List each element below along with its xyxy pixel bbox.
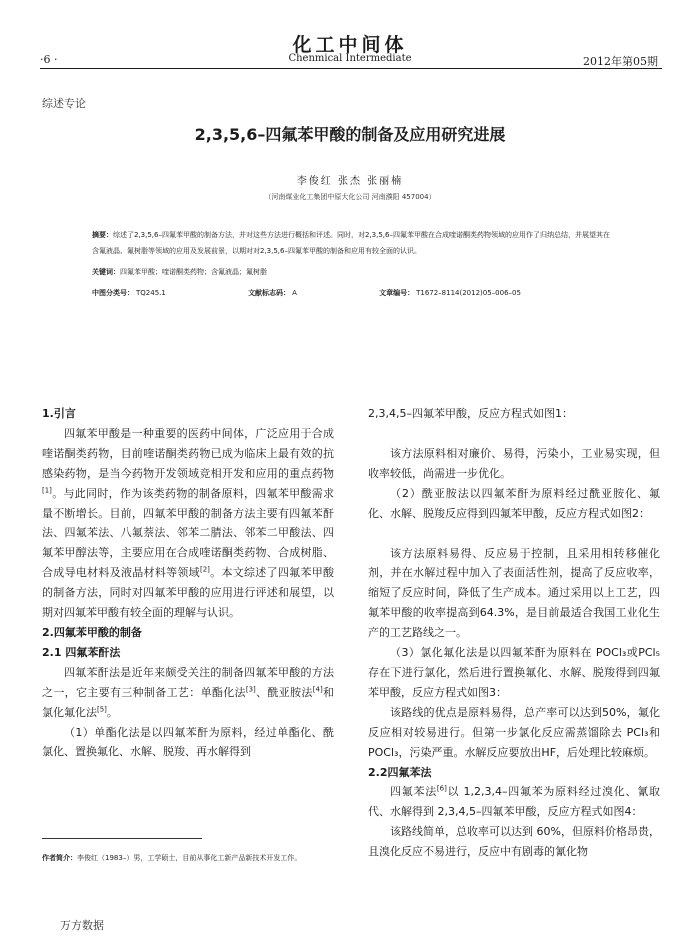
paragraph-continued: 2,3,4,5–四氟苯甲酸，反应方程式如图1： bbox=[368, 407, 573, 420]
abstract-text: 综述了2,3,5,6–四氟苯甲酸的制备方法，并对这些方法进行概括和评述。同时，对2,3,5,6–四氟苯甲酸在合成喹诺酮类药物领域的应用作了归纳总结，并展望其在含氟液晶、氟树脂等领域的应用及发展前景，以期对对2,3,5,6–四氟苯甲酸的制备和应用有较全面的认识。 bbox=[92, 231, 610, 255]
section-heading-preparation: 2.四氟苯甲酸的制备 bbox=[42, 625, 142, 639]
document-code bbox=[248, 289, 337, 297]
text-run: 。与此同时，作为该类药物的制备原料，四氟苯甲酸需求量不断增长。目前，四氟苯甲酸的制备方法主要有四氟苯酐法、四氟苯法、八氟萘法、邻苯二腈法、邻苯二甲酸法、四氟苯甲醇法等，主要应用在合成喹诺酮类药物、合成树脂、合成导电材料及液晶材料等领域 bbox=[42, 486, 334, 580]
citation: [4] bbox=[312, 685, 323, 694]
paragraph-chlorination: （3）氯化氟化法是以四氟苯酐为原料在 POCl₃或PCl₅存在下进行氯化，然后进行置换氟化、水解、脱羧得到四氟苯甲酸，反应方程式如图3： bbox=[368, 646, 660, 699]
journal-english-name: Chenmical Intermediate bbox=[288, 53, 412, 64]
issue-label: 2012年第05期 bbox=[583, 55, 658, 68]
text-run: 和氯化氟化法 bbox=[42, 685, 335, 719]
text-run: 、酰亚胺法 bbox=[255, 685, 313, 699]
authors: 李俊红 张杰 张丽楠 bbox=[296, 176, 404, 187]
citation: [2] bbox=[199, 565, 210, 574]
figure-gap bbox=[368, 424, 660, 444]
doc-label: 文献标志码： bbox=[248, 289, 291, 297]
footnote-rule bbox=[42, 838, 202, 839]
paragraph-method1-eval: 该方法原料相对廉价、易得，污染小，工业易实现，但收率较低，尚需进一步优化。 bbox=[368, 446, 660, 480]
left-column bbox=[42, 404, 334, 762]
paragraph-imide-eval: 该方法原料易得、反应易于控制，且采用相转移催化剂，并在水解过程中加入了表面活性剂，提高了反应收率，缩短了反应时间，降低了生产成本。通过采用以上工艺，四氟苯甲酸的收率提高到64.3%，是目前最适合我国工业化生产的工艺路线之一。 bbox=[368, 546, 660, 640]
keywords bbox=[92, 267, 612, 277]
citation: [3] bbox=[245, 685, 256, 694]
affiliation: （河南煤业化工集团中原大化公司 河南濮阳 457004） bbox=[264, 193, 436, 201]
paragraph-chlorination-eval: 该路线的优点是原料易得，总产率可以达到50%，氟化反应相对较易进行。但第一步氯化反应需蒸馏除去 PCl₃和 POCl₃，污染严重。水解反应要放出HF，后处理比较麻烦。 bbox=[368, 705, 660, 759]
watermark-text: 万方数据 bbox=[60, 919, 104, 932]
page-number: ·6 · bbox=[40, 53, 58, 66]
text-run: 。本文综述了四氟苯甲酸的制备方法，同时对四氟苯甲酸的应用进行评述和展望，以期对四氟苯甲酸有较全面的理解与认识。 bbox=[42, 566, 335, 620]
text-run: 四氟苯甲酸是一种重要的医药中间体，广泛应用于合成喹诺酮类药物，目前喹诺酮类药物已成为临床上最有效的抗感染药物，是当今药物开发领域竞相开发和应用的重点药物 bbox=[42, 426, 334, 480]
article-title: 2,3,5,6–四氟苯甲酸的制备及应用研究进展 bbox=[194, 125, 506, 144]
clc-value: TQ245.1 bbox=[136, 289, 166, 297]
art-label: 文章编号： bbox=[379, 289, 415, 297]
clc-number bbox=[92, 289, 206, 297]
paragraph-monoester: （1）单酯化法是以四氟苯酐为原料，经过单酯化、酰氯化、置换氟化、水解、脱羧、再水解得到 bbox=[42, 725, 334, 759]
text-run: 以 1,2,3,4–四氟苯为原料经过溴化、氰取代、水解得到 2,3,4,5–四氟苯甲酸，反应方程式如图4： bbox=[368, 785, 660, 819]
text-run: 四氟苯法 bbox=[390, 785, 437, 799]
footnote-text: 李俊红（1983–）男，工学硕士，目前从事化工新产品新技术开发工作。 bbox=[77, 854, 302, 862]
art-value: T1672–8114(2012)05–006–05 bbox=[416, 289, 521, 297]
citation: [1] bbox=[42, 485, 52, 494]
keywords-text: 四氟苯甲酸；喹诺酮类药物；含氟液晶；氟树脂 bbox=[120, 268, 267, 276]
paragraph-tetrafluorobenzene bbox=[368, 782, 660, 822]
keywords-label: 关键词： bbox=[92, 268, 120, 276]
figure-gap bbox=[368, 524, 660, 544]
clc-label: 中图分类号： bbox=[92, 289, 134, 297]
section-heading-intro: 1.引言 bbox=[42, 407, 76, 420]
citation: [5] bbox=[97, 704, 107, 713]
text-run: 四氟苯酐法是近年来颇受关注的制备四氟苯甲酸的方法之一，它主要有三种制备工艺：单酯化法 bbox=[42, 665, 334, 699]
paragraph-tetrafluorobenzene-eval: 该路线简单，总收率可以达到 60%，但原料价格昂贵，且溴化反应不易进行，反应中有剧毒的氰化物 bbox=[368, 825, 660, 859]
journal-name: 化工中间体 bbox=[292, 34, 408, 56]
article-meta bbox=[92, 288, 612, 298]
header-rule bbox=[40, 68, 662, 69]
citation: [6] bbox=[436, 784, 447, 793]
subsection-heading-tetrafluorobenzene: 2.2四氟苯法 bbox=[368, 765, 432, 779]
right-column bbox=[368, 404, 660, 862]
abstract-label: 摘要： bbox=[92, 231, 113, 239]
column-label: 综述专论 bbox=[42, 97, 86, 110]
paragraph-intro bbox=[42, 424, 334, 623]
paragraph-imide: （2）酰亚胺法以四氟苯酐为原料经过酰亚胺化、氟化、水解、脱羧反应得到四氟苯甲酸，反应方程式如图2： bbox=[368, 486, 660, 520]
subsection-heading-anhydride: 2.1 四氟苯酐法 bbox=[42, 645, 121, 659]
author-footnote bbox=[42, 853, 342, 864]
article-number bbox=[379, 289, 561, 297]
footnote-label: 作者简介： bbox=[42, 854, 77, 862]
abstract bbox=[92, 227, 612, 259]
text-run: 。 bbox=[106, 705, 118, 719]
paragraph-anhydride bbox=[42, 663, 334, 723]
doc-value: A bbox=[292, 289, 297, 297]
